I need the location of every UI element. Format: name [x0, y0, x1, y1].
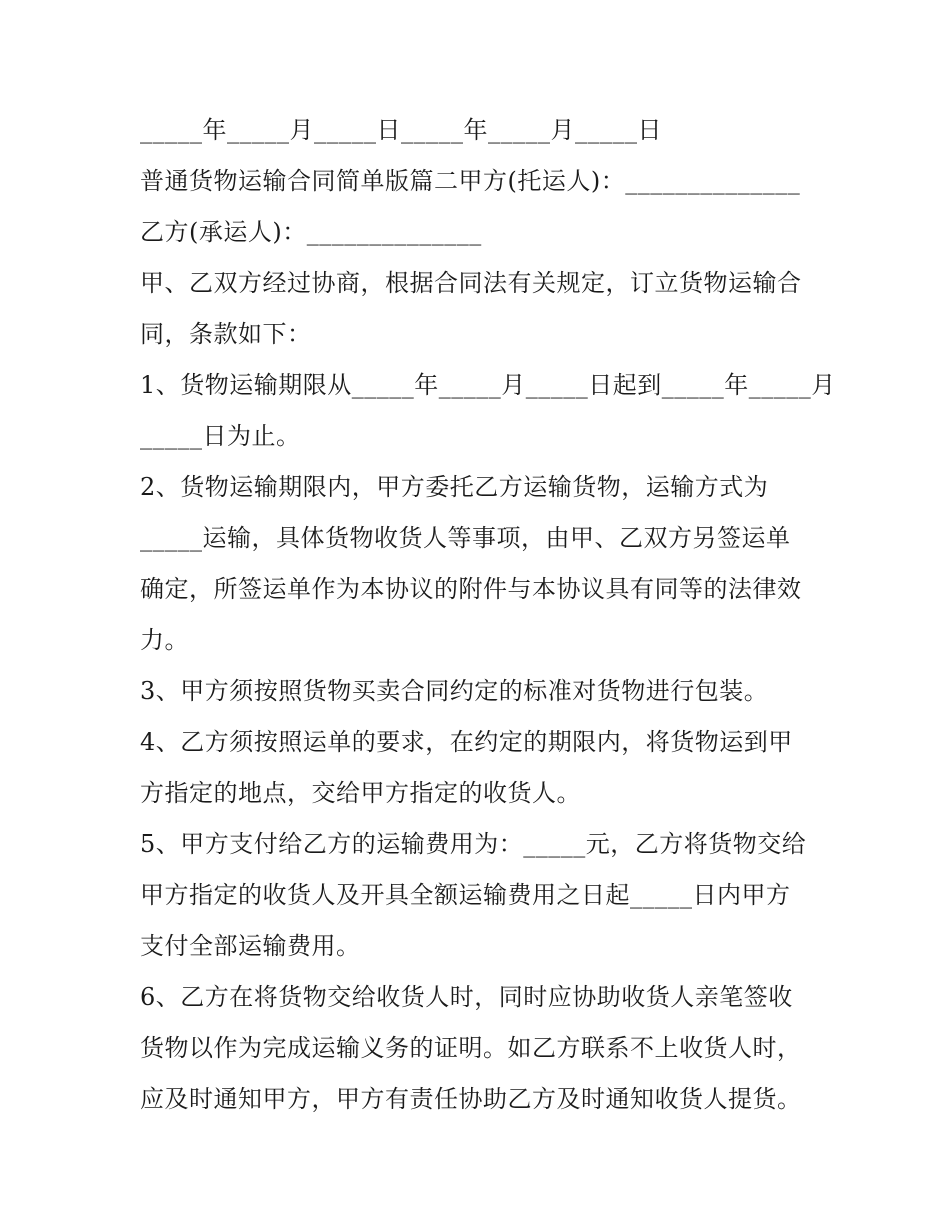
clause-3-line-1: 3、甲方须按照货物买卖合同约定的标准对货物进行包装。 — [140, 677, 769, 705]
clause-6-line-3: 应及时通知甲方，甲方有责任协助乙方及时通知收货人提货。 — [140, 1085, 802, 1113]
clause-2-line-4: 力。 — [140, 626, 189, 654]
clause-4-line-2: 方指定的地点，交给甲方指定的收货人。 — [140, 779, 581, 807]
clause-5-line-2: 甲方指定的收货人及开具全额运输费用之日起_____日内甲方 — [140, 881, 791, 909]
clause-2-line-3: 确定，所签运单作为本协议的附件与本协议具有同等的法律效 — [140, 575, 802, 603]
clause-4-line-1: 4、乙方须按照运单的要求，在约定的期限内，将货物运到甲 — [140, 728, 793, 756]
clause-5-line-3: 支付全部运输费用。 — [140, 932, 361, 960]
clause-1-line-2: _____日为止。 — [140, 422, 301, 450]
clause-6-line-1: 6、乙方在将货物交给收货人时，同时应协助收货人亲笔签收 — [140, 983, 793, 1011]
preamble-line-2: 同，条款如下： — [140, 320, 312, 348]
contract-title-party-a-line: 普通货物运输合同简单版篇二甲方(托运人)：______________ — [140, 167, 801, 195]
clause-5-line-1: 5、甲方支付给乙方的运输费用为：_____元，乙方将货物交给 — [140, 830, 807, 858]
date-range-line: _____年_____月_____日_____年_____月_____日 — [140, 116, 662, 144]
preamble-line-1: 甲、乙双方经过协商，根据合同法有关规定，订立货物运输合 — [140, 269, 802, 297]
clause-2-line-1: 2、货物运输期限内，甲方委托乙方运输货物，运输方式为 — [140, 473, 769, 501]
clause-6-line-2: 货物以作为完成运输义务的证明。如乙方联系不上收货人时， — [140, 1034, 802, 1062]
party-b-line: 乙方(承运人)：______________ — [140, 218, 482, 246]
clause-2-line-2: _____运输，具体货物收货人等事项，由甲、乙双方另签运单 — [140, 524, 791, 552]
clause-1-line-1: 1、货物运输期限从_____年_____月_____日起到_____年_____月 — [140, 371, 836, 399]
